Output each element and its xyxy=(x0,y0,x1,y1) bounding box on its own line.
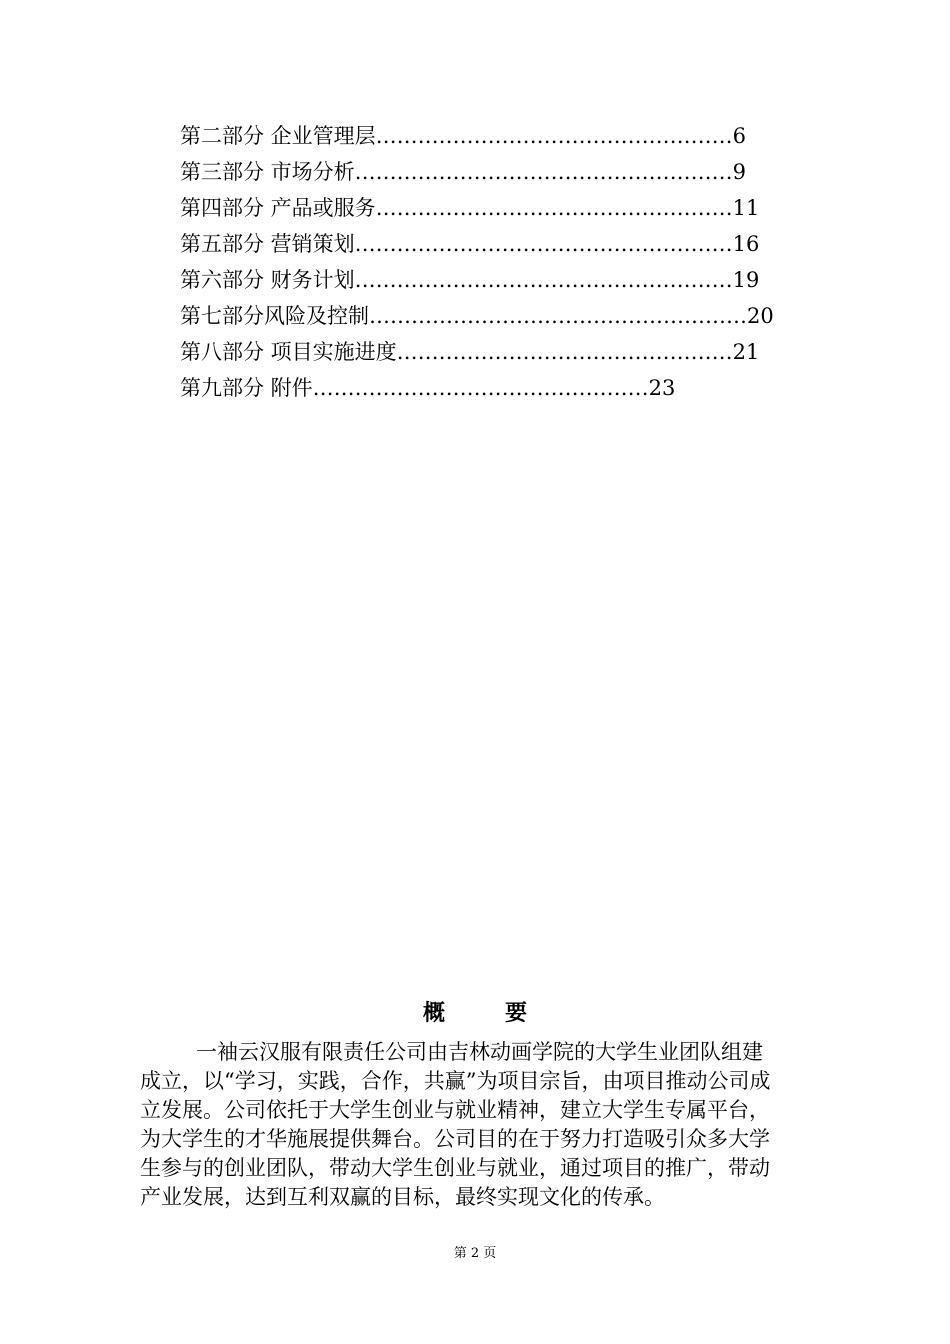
toc-entry-text: 第六部分 财务计划………………………………………………19 xyxy=(180,268,760,292)
page-number: 第 2 页 xyxy=(453,1246,497,1261)
toc-entry-text: 第二部分 企业管理层……………………………………………6 xyxy=(180,124,747,148)
table-of-contents xyxy=(180,118,800,406)
toc-entry[interactable] xyxy=(180,262,800,298)
toc-entry[interactable] xyxy=(180,298,800,334)
toc-entry[interactable] xyxy=(180,226,800,262)
summary-line: 生参与的创业团队，带动大学生创业与就业，通过项目的推广，带动 xyxy=(140,1156,770,1180)
toc-entry-text: 第四部分 产品或服务……………………………………………11 xyxy=(180,196,760,220)
toc-entry-text: 第五部分 营销策划………………………………………………16 xyxy=(180,232,760,256)
toc-entry[interactable] xyxy=(180,334,800,370)
toc-entry[interactable] xyxy=(180,370,800,406)
summary-line: 一袖云汉服有限责任公司由吉林动画学院的大学生业团队组建 xyxy=(196,1040,763,1064)
toc-entry[interactable] xyxy=(180,190,800,226)
toc-entry-text: 第三部分 市场分析………………………………………………9 xyxy=(180,160,747,184)
toc-entry-text: 第八部分 项目实施进度…………………………………………21 xyxy=(180,340,760,364)
summary-line: 立发展。公司依托于大学生创业与就业精神，建立大学生专属平台， xyxy=(140,1098,770,1122)
summary-line: 成立，以“学习，实践，合作，共赢”为项目宗旨，由项目推动公司成 xyxy=(140,1069,771,1093)
toc-entry-text: 第九部分 附件…………………………………………23 xyxy=(180,376,676,400)
toc-entry[interactable] xyxy=(180,118,800,154)
summary-line: 产业发展，达到互利双赢的目标，最终实现文化的传承。 xyxy=(140,1185,665,1209)
summary-line: 为大学生的才华施展提供舞台。公司目的在于努力打造吸引众多大学 xyxy=(140,1127,770,1151)
summary-heading: 概要 xyxy=(422,1001,587,1026)
toc-entry[interactable] xyxy=(180,154,800,190)
summary-paragraph xyxy=(140,1038,812,1212)
toc-entry-text: 第七部分风险及控制………………………………………………20 xyxy=(180,304,774,328)
